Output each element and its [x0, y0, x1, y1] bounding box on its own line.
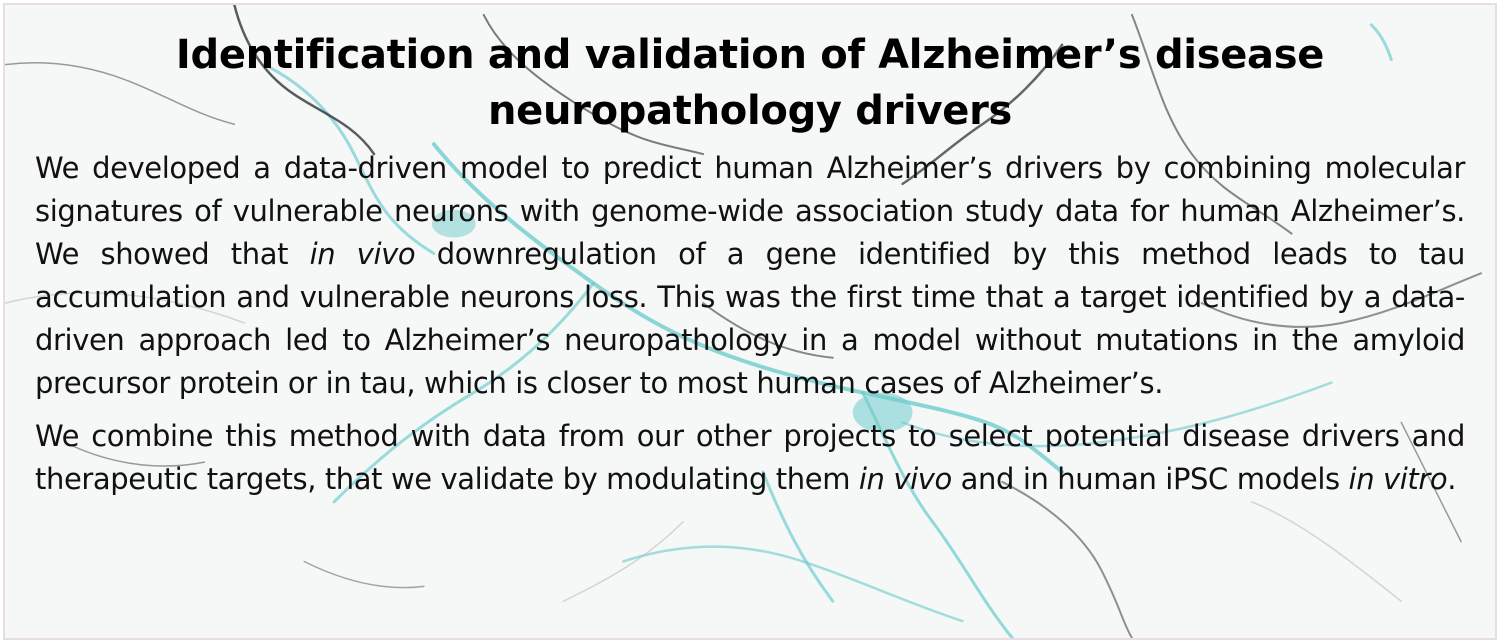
content-card: [3, 3, 1497, 640]
neuron-process-dark: [304, 561, 424, 587]
paragraph-1-text-b: downregulation of a gene identified by this method leads to tau accumulation and vulnerable neurons loss. This was the first time that a target identified by a data-driven approach led to Alzheimer’s neuropathology in a model without mutations in the amyloid precursor protein or in tau, which is closer to most human cases of Alzheimer’s.: [35, 237, 1465, 400]
paragraph-2-text-c: .: [1447, 462, 1457, 496]
paragraph-1-italic: in vivo: [309, 237, 416, 271]
paragraph-2-text-b: and in human iPSC models: [951, 462, 1349, 496]
paragraph-2-text-a: We combine this method with data from our other projects to select potential disease drivers and therapeutic targets, that we validate by modulating them: [35, 419, 1465, 496]
text-content: [5, 5, 1495, 501]
neuron-process-dark: [1002, 482, 1132, 638]
paragraph-1-text-a: We developed a data-driven model to predict human Alzheimer’s drivers by combining molecular signatures of vulnerable neurons with genome-wide association study data for human Alzheimer’s. We showed that: [35, 151, 1465, 271]
neuron-process-teal: [623, 547, 962, 622]
page-title: Identification and validation of Alzheimer’s disease neuropathology drivers: [175, 32, 1325, 134]
paragraph-2-italic-b: in vitro: [1348, 462, 1448, 496]
paragraph-1: [35, 147, 1465, 405]
neuron-process-faint: [1252, 502, 1402, 601]
paragraph-2: [35, 415, 1465, 501]
paragraph-2-italic-a: in vivo: [858, 462, 952, 496]
